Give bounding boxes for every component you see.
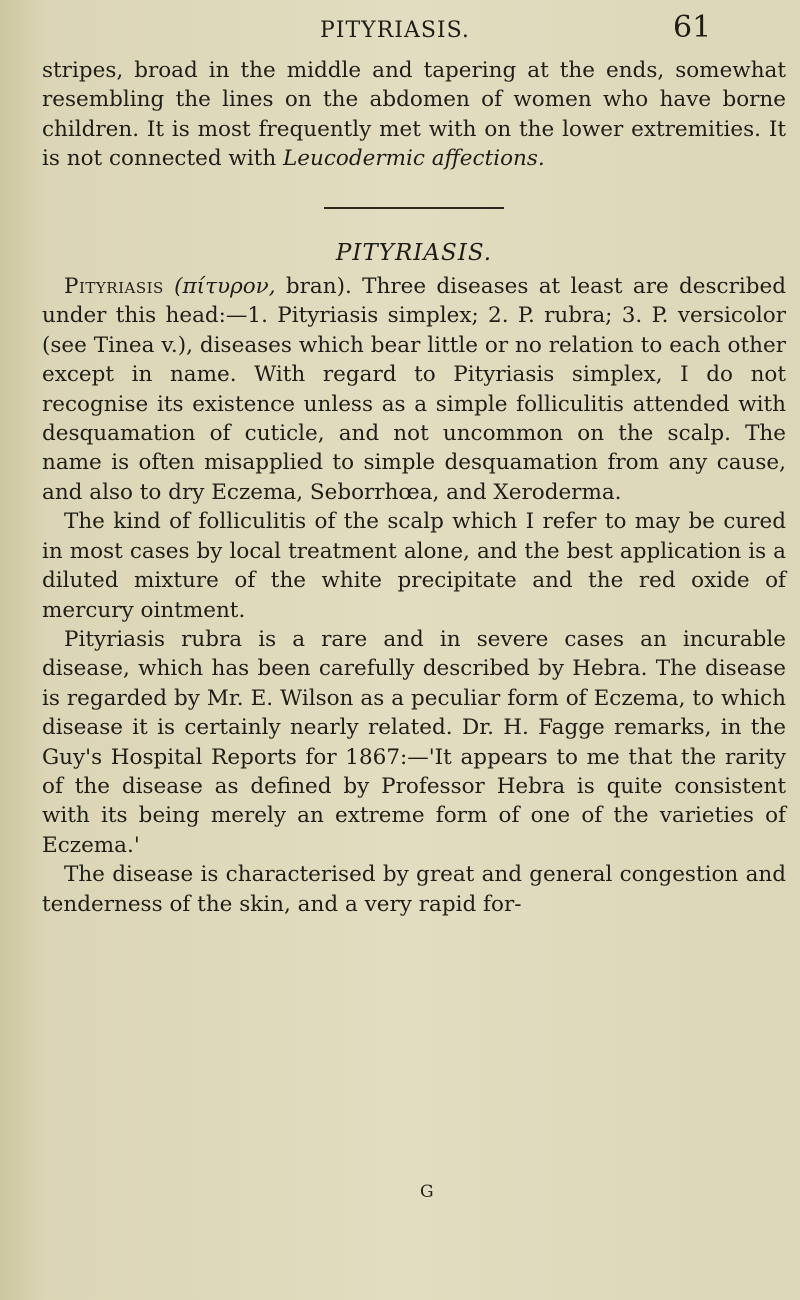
running-head-title: PITYRIASIS. [320,18,470,43]
intro-text: bran). Three diseases at least are described under this head:—1. Pityriasis simplex; 2. P. rubra; 3. P. versicolor (see Tinea v.), diseases which bear little or no relation to each other except in name. With regard to Pityriasis simplex, I do not recognise its existence unless as a simple folliculitis attended with desquamation of cuticle, and not uncommon on the scalp. The name is often misapplied to simple desquamation from any cause, and also to dry Eczema, Seborrhœa, and Xeroderma. [42,274,786,505]
continuation-italic-tail: Leucodermic affections. [283,146,545,172]
paragraph-characterised: The disease is characterised by great and general congestion and tenderness of the skin, and a very rapid for- [42,862,786,917]
continuation-text: stripes, broad in the middle and tapering at the ends, somewhat resembling the lines on the abdomen of women who have borne children. It is most frequently met with on the lower extremities. It is not connected with [42,58,786,172]
body-text [42,56,786,919]
running-head [0,8,800,52]
greek-etymology: (πίτυρον, [174,274,276,300]
paragraph-folliculitis: The kind of folliculitis of the scalp which I refer to may be cured in most cases by local treatment alone, and the best application is a diluted mixture of the white precipitate and the red oxide of mercury ointment. [42,509,786,623]
section-heading: PITYRIASIS. [335,239,493,266]
signature-mark: G [420,1182,434,1202]
page-number: 61 [673,10,712,45]
lead-word: Pityriasis [64,274,164,300]
continuation-paragraph [42,56,786,174]
intro-paragraph [42,272,786,507]
section-divider [324,207,504,209]
paragraph-pityriasis-rubra: Pityriasis rubra is a rare and in severe cases an incurable disease, which has been carefully described by Hebra. The disease is regarded by Mr. E. Wilson as a peculiar form of Eczema, to which disease it is certainly nearly related. Dr. H. Fagge remarks, in the Guy's Hospital Reports for 1867:—'It appears to me that the rarity of the disease as defined by Professor Hebra is quite consistent with its being merely an extreme form of one of the varieties of Eczema.' [42,626,786,858]
